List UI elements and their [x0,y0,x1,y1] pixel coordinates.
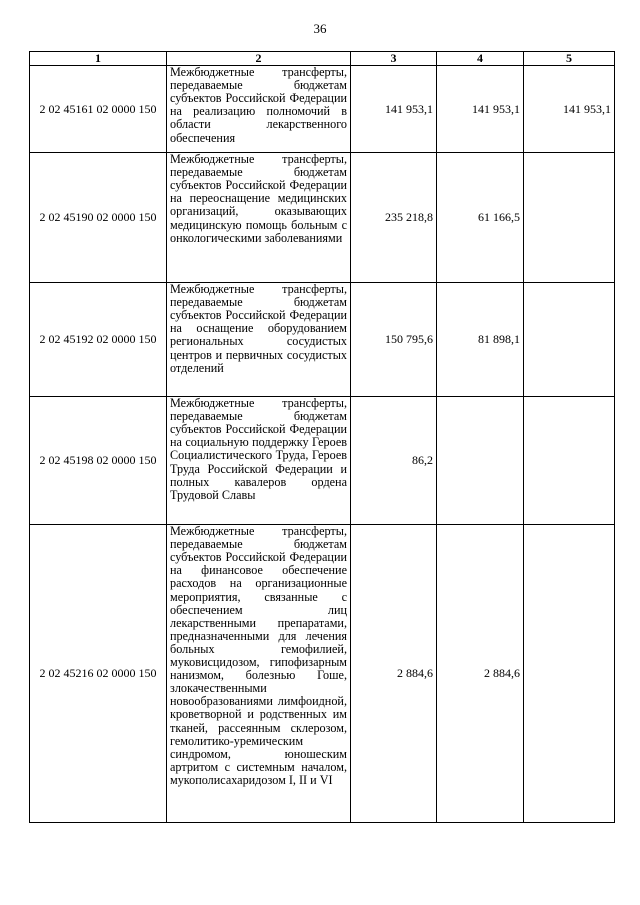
amount-col4-cell: 2 884,6 [437,525,524,823]
amount-col3-cell: 150 795,6 [351,283,437,397]
description-cell: Межбюджетные трансферты, передаваемые бюджетам субъектов Российской Федерации на переоснащение медицинских организаций, оказывающих медицинскую помощь больным с онкологическими заболеваниями [167,153,351,283]
table-row [30,397,615,525]
amount-col4-cell [437,397,524,525]
budget-code-cell: 2 02 45198 02 0000 150 [30,397,167,525]
budget-code-cell: 2 02 45190 02 0000 150 [30,153,167,283]
amount-col5-cell [524,397,615,525]
budget-code-cell: 2 02 45161 02 0000 150 [30,66,167,153]
description-cell: Межбюджетные трансферты, передаваемые бюджетам субъектов Российской Федерации на финансовое обеспечение расходов на организационные мероприятия, связанные с обеспечением лиц лекарственными препаратами, предназначенными для лечения больных гемофилией, муковисцидозом, гипофизарным нанизмом, болезнью Гоше, злокачественными новообразованиями лимфоидной, кроветворной и родственных им тканей, рассеянным склерозом, гемолитико-уремическим синдромом, юношеским артритом с системным началом, мукополисахаридозом I, II и VI [167,525,351,823]
page-number: 36 [313,21,327,36]
amount-col4-cell: 141 953,1 [437,66,524,153]
budget-code-cell: 2 02 45216 02 0000 150 [30,525,167,823]
description-cell: Межбюджетные трансферты, передаваемые бюджетам субъектов Российской Федерации на реализацию полномочий в области лекарственного обеспечения [167,66,351,153]
amount-col5-cell [524,153,615,283]
table-row [30,283,615,397]
amount-col4-cell: 61 166,5 [437,153,524,283]
table-row [30,66,615,153]
column-header-4: 4 [437,52,524,66]
budget-code-cell: 2 02 45192 02 0000 150 [30,283,167,397]
amount-col5-cell: 141 953,1 [524,66,615,153]
amount-col5-cell [524,283,615,397]
table-row [30,153,615,283]
column-header-2: 2 [167,52,351,66]
amount-col3-cell: 86,2 [351,397,437,525]
amount-col5-cell [524,525,615,823]
amount-col4-cell: 81 898,1 [437,283,524,397]
description-cell: Межбюджетные трансферты, передаваемые бюджетам субъектов Российской Федерации на социальную поддержку Героев Социалистического Труда, Героев Труда Российской Федерации и полных кавалеров ордена Трудовой Славы [167,397,351,525]
table-row [30,525,615,823]
column-header-5: 5 [524,52,615,66]
column-header-3: 3 [351,52,437,66]
column-header-1: 1 [30,52,167,66]
header-row [30,52,615,66]
budget-table [29,51,615,823]
description-cell: Межбюджетные трансферты, передаваемые бюджетам субъектов Российской Федерации на оснащение оборудованием региональных сосудистых центров и первичных сосудистых отделений [167,283,351,397]
amount-col3-cell: 2 884,6 [351,525,437,823]
amount-col3-cell: 141 953,1 [351,66,437,153]
amount-col3-cell: 235 218,8 [351,153,437,283]
